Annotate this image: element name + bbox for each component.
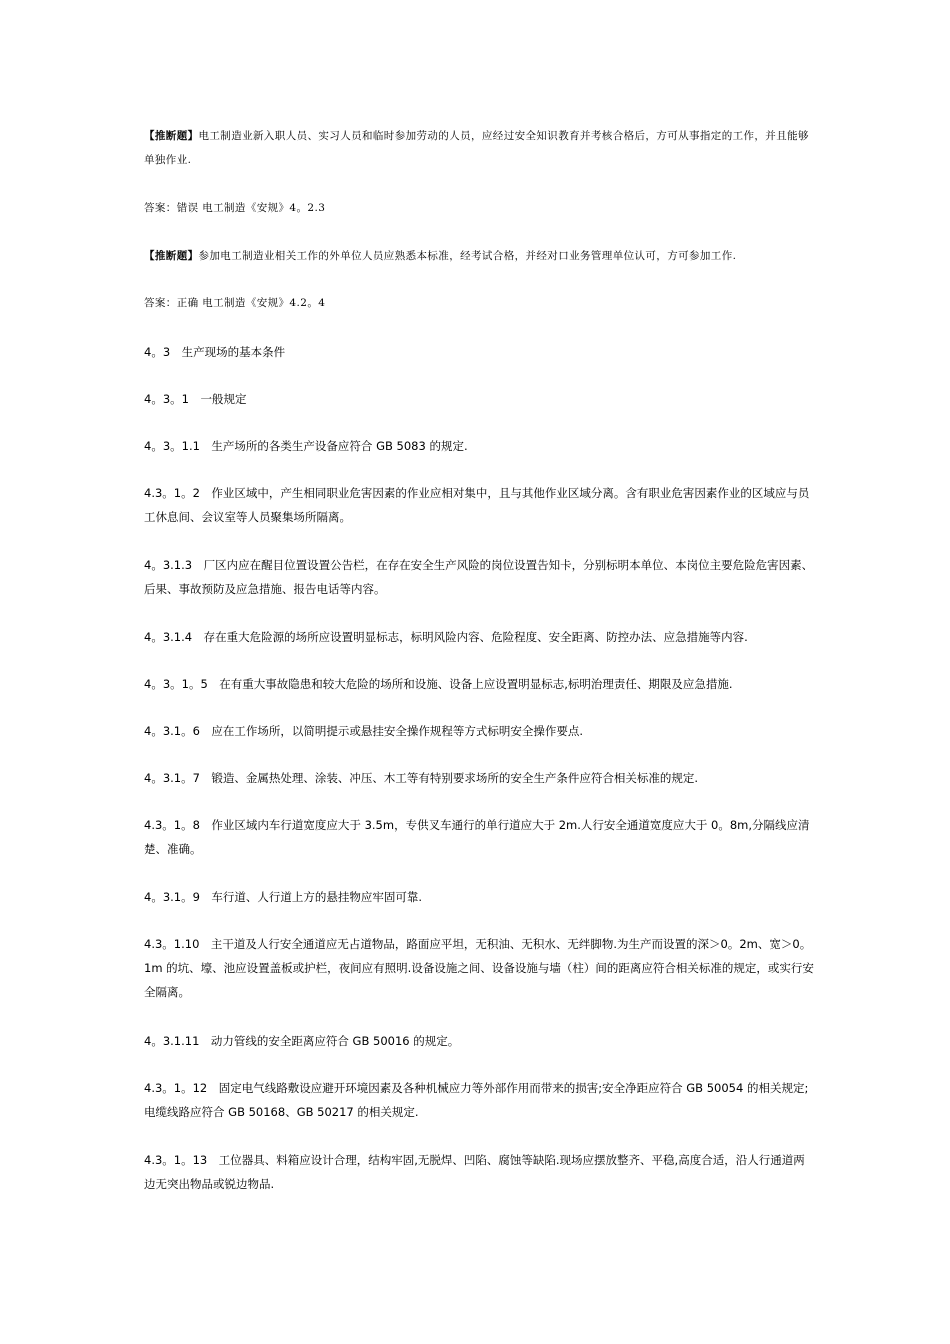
section-heading: 4。3 生产现场的基本条件 (144, 345, 286, 359)
clause-4-3-1-8: 4.3。1。8 作业区域内车行道宽度应大于 3.5m，专供叉车通行的单行道应大于 2m.人行安全通道宽度应大于 0。8m,分隔线应清楚、准确。 (144, 818, 810, 856)
clause-4-3-1-12: 4.3。1。12 固定电气线路敷设应避开环境因素及各种机械应力等外部作用而带来的损害;安全净距应符合 GB 50054 的相关规定;电缆线路应符合 GB 50168、GB 50217 的相关规定. (144, 1081, 809, 1119)
question-2 (144, 244, 814, 268)
question-text: 电工制造业新入职人员、实习人员和临时参加劳动的人员，应经过安全知识教育并考核合格后，方可从事指定的工作，并且能够单独作业. (144, 130, 809, 166)
question-type-tag: 【推断题】 (144, 130, 199, 142)
clause-4-3-1-4: 4。3.1.4 存在重大危险源的场所应设置明显标志，标明风险内容、危险程度、安全距离、防控办法、应急措施等内容. (144, 630, 748, 644)
question-text: 参加电工制造业相关工作的外单位人员应熟悉本标准，经考试合格，并经对口业务管理单位认可，方可参加工作. (198, 250, 737, 262)
clause-4-3-1-2: 4.3。1。2 作业区域中，产生相同职业危害因素的作业应相对集中，且与其他作业区域分离。含有职业危害因素作业的区域应与员工休息间、会议室等人员聚集场所隔离。 (144, 486, 810, 524)
answer-1: 答案：错误 电工制造《安规》4。2.3 (144, 202, 326, 214)
clause-4-3-1-7: 4。3.1。7 锻造、金属热处理、涂装、冲压、木工等有特别要求场所的安全生产条件应符合相关标准的规定. (144, 771, 699, 785)
clause-4-3-1-5: 4。3。1。5 在有重大事故隐患和较大危险的场所和设施、设备上应设置明显标志,标明治理责任、期限及应急措施. (144, 677, 733, 691)
clause-4-3-1-1: 4。3。1.1 生产场所的各类生产设备应符合 GB 5083 的规定. (144, 439, 468, 453)
subsection-heading: 4。3。1 一般规定 (144, 392, 247, 406)
clause-4-3-1-3: 4。3.1.3 厂区内应在醒目位置设置公告栏，在存在安全生产风险的岗位设置告知卡，分别标明本单位、本岗位主要危险危害因素、后果、事故预防及应急措施、报告电话等内容。 (144, 558, 814, 596)
question-1 (144, 124, 814, 172)
clause-4-3-1-9: 4。3.1。9 车行道、人行道上方的悬挂物应牢固可靠. (144, 890, 423, 904)
clause-4-3-1-10: 4.3。1.10 主干道及人行安全通道应无占道物品，路面应平坦，无积油、无积水、无绊脚物.为生产而设置的深＞0。2m、宽＞0。1m 的坑、壕、池应设置盖板或护栏，夜间应有照明.设备设施之间、设备设施与墙（柱）间的距离应符合相关标准的规定，或实行安全隔离。 (144, 937, 814, 999)
clause-4-3-1-6: 4。3.1。6 应在工作场所，以简明提示或悬挂安全操作规程等方式标明安全操作要点. (144, 724, 584, 738)
question-type-tag: 【推断题】 (144, 250, 199, 262)
answer-2: 答案：正确 电工制造《安规》4.2。4 (144, 297, 326, 309)
clause-4-3-1-13: 4.3。1。13 工位器具、料箱应设计合理，结构牢固,无脱焊、凹陷、腐蚀等缺陷.现场应摆放整齐、平稳,高度合适，沿人行通道两边无突出物品或锐边物品. (144, 1153, 805, 1191)
clause-4-3-1-11: 4。3.1.11 动力管线的安全距离应符合 GB 50016 的规定。 (144, 1034, 460, 1048)
